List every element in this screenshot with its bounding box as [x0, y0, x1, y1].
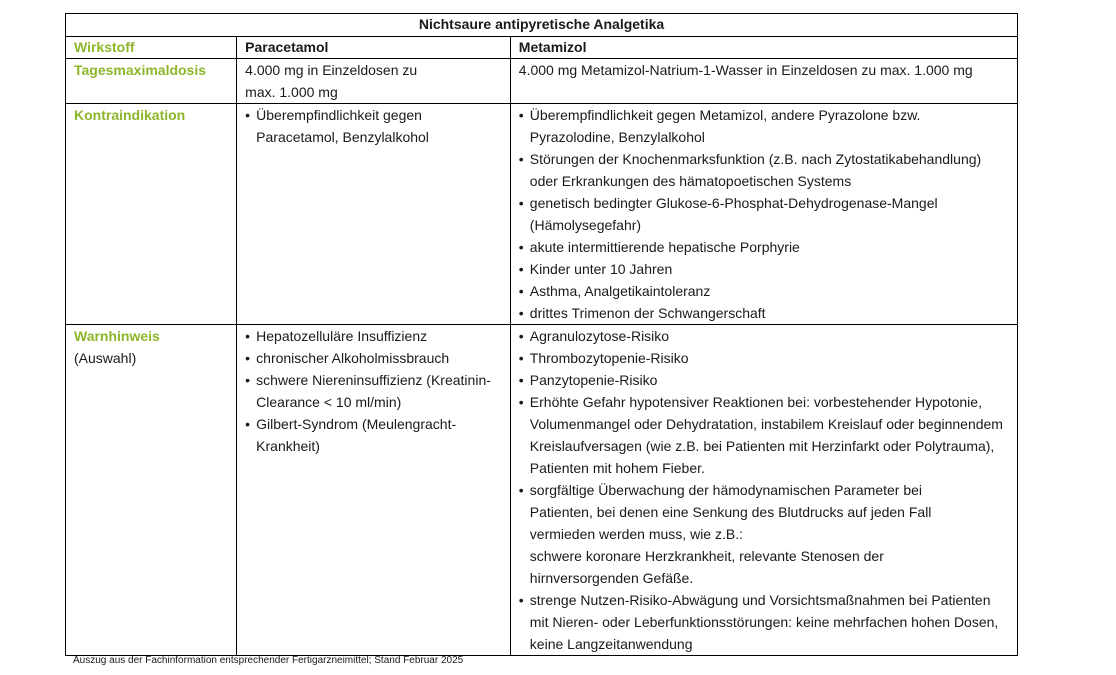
metamizol-dose-cell: 4.000 mg Metamizol-Natrium-1-Wasser in Einzeldosen zu max. 1.000 mg	[510, 59, 1017, 104]
list-item: • Hepatozelluläre Insuffizienz	[245, 325, 504, 347]
list-item: • chronischer Alkoholmissbrauch	[245, 347, 504, 369]
list-item: • drittes Trimenon der Schwangerschaft	[519, 302, 1011, 324]
table-row-dose	[66, 59, 1018, 104]
bullet-icon: •	[245, 372, 251, 388]
bullet-icon: •	[518, 151, 524, 167]
list-item: • akute intermittierende hepatische Porphyrie	[519, 236, 1011, 258]
paracetamol-dose-line2: max. 1.000 mg	[245, 84, 338, 100]
list-item: • Gilbert-Syndrom (Meulengracht-Krankheit)	[245, 413, 504, 457]
table-row-warning	[66, 325, 1018, 656]
list-item: • sorgfältige Überwachung der hämodynamischen Parameter bei Patienten, bei denen eine Senkung des Blutdrucks auf jeden Fall vermieden werden muss, wie z.B.: schwere koronare Herzkrankheit, relevante Stenosen der hirnversorgenden Gefäße.	[519, 479, 1011, 589]
source-footnote: Auszug aus der Fachinformation entsprechender Fertigarzneimittel; Stand Februar 2025	[73, 655, 464, 666]
paracetamol-dose-line1: 4.000 mg in Einzeldosen zu	[245, 62, 418, 78]
paracetamol-warning-list	[245, 325, 504, 457]
list-item: • genetisch bedingter Glukose-6-Phosphat-Dehydrogenase-Mangel (Hämolysegefahr)	[519, 192, 1011, 236]
bullet-icon: •	[518, 305, 524, 321]
table-row-contraindication	[66, 104, 1018, 325]
header-metamizol: Metamizol	[510, 37, 1017, 59]
bullet-icon: •	[518, 350, 524, 366]
table-title-row	[66, 14, 1018, 37]
list-item: • Erhöhte Gefahr hypotensiver Reaktionen bei: vorbestehender Hypotonie, Volumenmangel oder Dehydratation, instabilem Kreislauf oder beginnendem Kreislaufversagen (wie z.B. bei Patienten mit Herzinfarkt oder Polytrauma), Patienten mit hohem Fieber.	[519, 391, 1011, 479]
row-label-warnhinweis: Warnhinweis	[74, 328, 160, 344]
metamizol-contraindication-list	[519, 104, 1011, 324]
bullet-icon: •	[245, 416, 251, 432]
list-item-continuation: schwere koronare Herzkrankheit, relevante Stenosen der hirnversorgenden Gefäße.	[529, 548, 884, 586]
list-item: • Agranulozytose-Risiko	[519, 325, 1011, 347]
table-title: Nichtsaure antipyretische Analgetika	[66, 14, 1018, 37]
row-label-warnhinweis-cell	[66, 325, 237, 656]
list-item: • Überempfindlichkeit gegen Metamizol, andere Pyrazolone bzw. Pyrazolodine, Benzylalkohol	[519, 104, 1011, 148]
bullet-icon: •	[518, 283, 524, 299]
table-header-row	[66, 37, 1018, 59]
bullet-icon: •	[245, 350, 251, 366]
list-item: • Störungen der Knochenmarksfunktion (z.B. nach Zytostatikabehandlung) oder Erkrankungen des hämatopoetischen Systems	[519, 148, 1011, 192]
list-item: • schwere Niereninsuffizienz (Kreatinin-Clearance < 10 ml/min)	[245, 369, 504, 413]
header-label-wirkstoff: Wirkstoff	[66, 37, 237, 59]
bullet-icon: •	[518, 592, 524, 608]
paracetamol-contraindication-cell	[237, 104, 511, 325]
bullet-icon: •	[245, 107, 251, 123]
document-table-container	[65, 13, 1018, 656]
bullet-icon: •	[518, 261, 524, 277]
bullet-icon: •	[518, 239, 524, 255]
list-item: • Kinder unter 10 Jahren	[519, 258, 1011, 280]
paracetamol-warning-cell	[237, 325, 511, 656]
list-item: • strenge Nutzen-Risiko-Abwägung und Vorsichtsmaßnahmen bei Patienten mit Nieren- oder Leberfunktionsstörungen: keine mehrfachen hohen Dosen, keine Langzeitanwendung	[519, 589, 1011, 655]
list-item: • Asthma, Analgetikaintoleranz	[519, 280, 1011, 302]
bullet-icon: •	[245, 328, 251, 344]
header-paracetamol: Paracetamol	[237, 37, 511, 59]
paracetamol-dose-cell	[237, 59, 511, 104]
list-item: • Thrombozytopenie-Risiko	[519, 347, 1011, 369]
bullet-icon: •	[518, 107, 524, 123]
row-label-kontraindikation: Kontraindikation	[66, 104, 237, 325]
bullet-icon: •	[518, 394, 524, 410]
bullet-icon: •	[518, 372, 524, 388]
list-item: • Überempfindlichkeit gegen Paracetamol, Benzylalkohol	[245, 104, 504, 148]
metamizol-warning-cell	[510, 325, 1017, 656]
analgesics-comparison-table	[65, 13, 1018, 656]
bullet-icon: •	[518, 328, 524, 344]
bullet-icon: •	[518, 482, 524, 498]
paracetamol-contraindication-list	[245, 104, 504, 148]
list-item: • Panzytopenie-Risiko	[519, 369, 1011, 391]
row-label-tagesmaximaldosis: Tagesmaximaldosis	[66, 59, 237, 104]
metamizol-contraindication-cell	[510, 104, 1017, 325]
bullet-icon: •	[518, 195, 524, 211]
metamizol-warning-list	[519, 325, 1011, 655]
row-sublabel-auswahl: (Auswahl)	[74, 350, 137, 366]
